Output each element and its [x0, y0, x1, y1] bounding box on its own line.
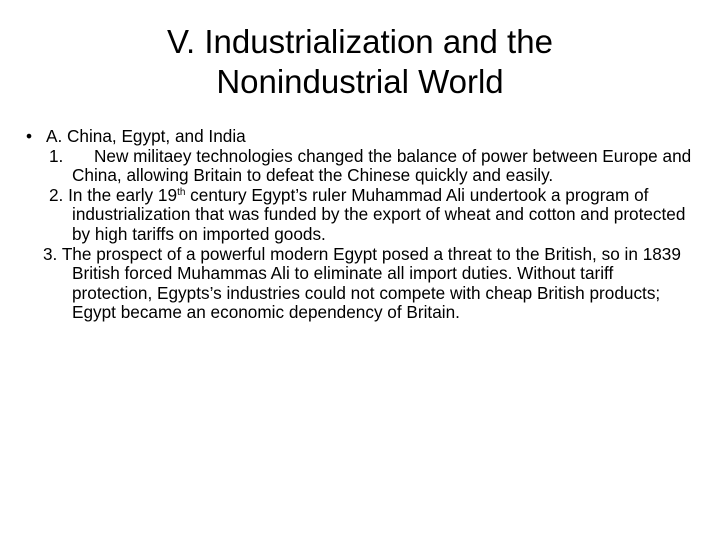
slide-body	[26, 127, 696, 323]
list-item-3-number: 3.	[43, 243, 58, 264]
list-item-2	[26, 186, 696, 245]
list-item-1-text: New militaey technologies changed the balance of power between Europe and China, allowing Britain to defeat the Chinese quickly and easily.	[72, 145, 692, 186]
slide-title-line-1: V. Industrialization and the	[167, 23, 553, 60]
list-item-2-text-end: century Egypt’s ruler Muhammad Ali undertook a program of industrialization that was funded by the export of wheat and cotton and protected by high tariffs on imported goods.	[72, 184, 686, 244]
list-item-3	[26, 245, 696, 323]
list-item-1	[26, 147, 696, 186]
bullet-heading	[26, 127, 696, 147]
bullet-icon: •	[26, 126, 33, 146]
list-item-2-superscript: th	[177, 186, 186, 198]
slide-title-line-2: Nonindustrial World	[216, 63, 504, 100]
slide-title	[60, 22, 660, 102]
list-item-1-number: 1.	[49, 145, 64, 166]
list-item-2-text-start: In the early 19	[68, 184, 178, 205]
list-item-3-text: The prospect of a powerful modern Egypt posed a threat to the British, so in 1839 British forced Muhammas Ali to eliminate all import duties. Without tariff protection, Egypts’s industries could not compete with cheap British products; Egypt became an economic dependency of Britain.	[61, 243, 681, 323]
list-item-2-number: 2.	[49, 184, 64, 205]
bullet-heading-text: A. China, Egypt, and India	[46, 126, 246, 146]
